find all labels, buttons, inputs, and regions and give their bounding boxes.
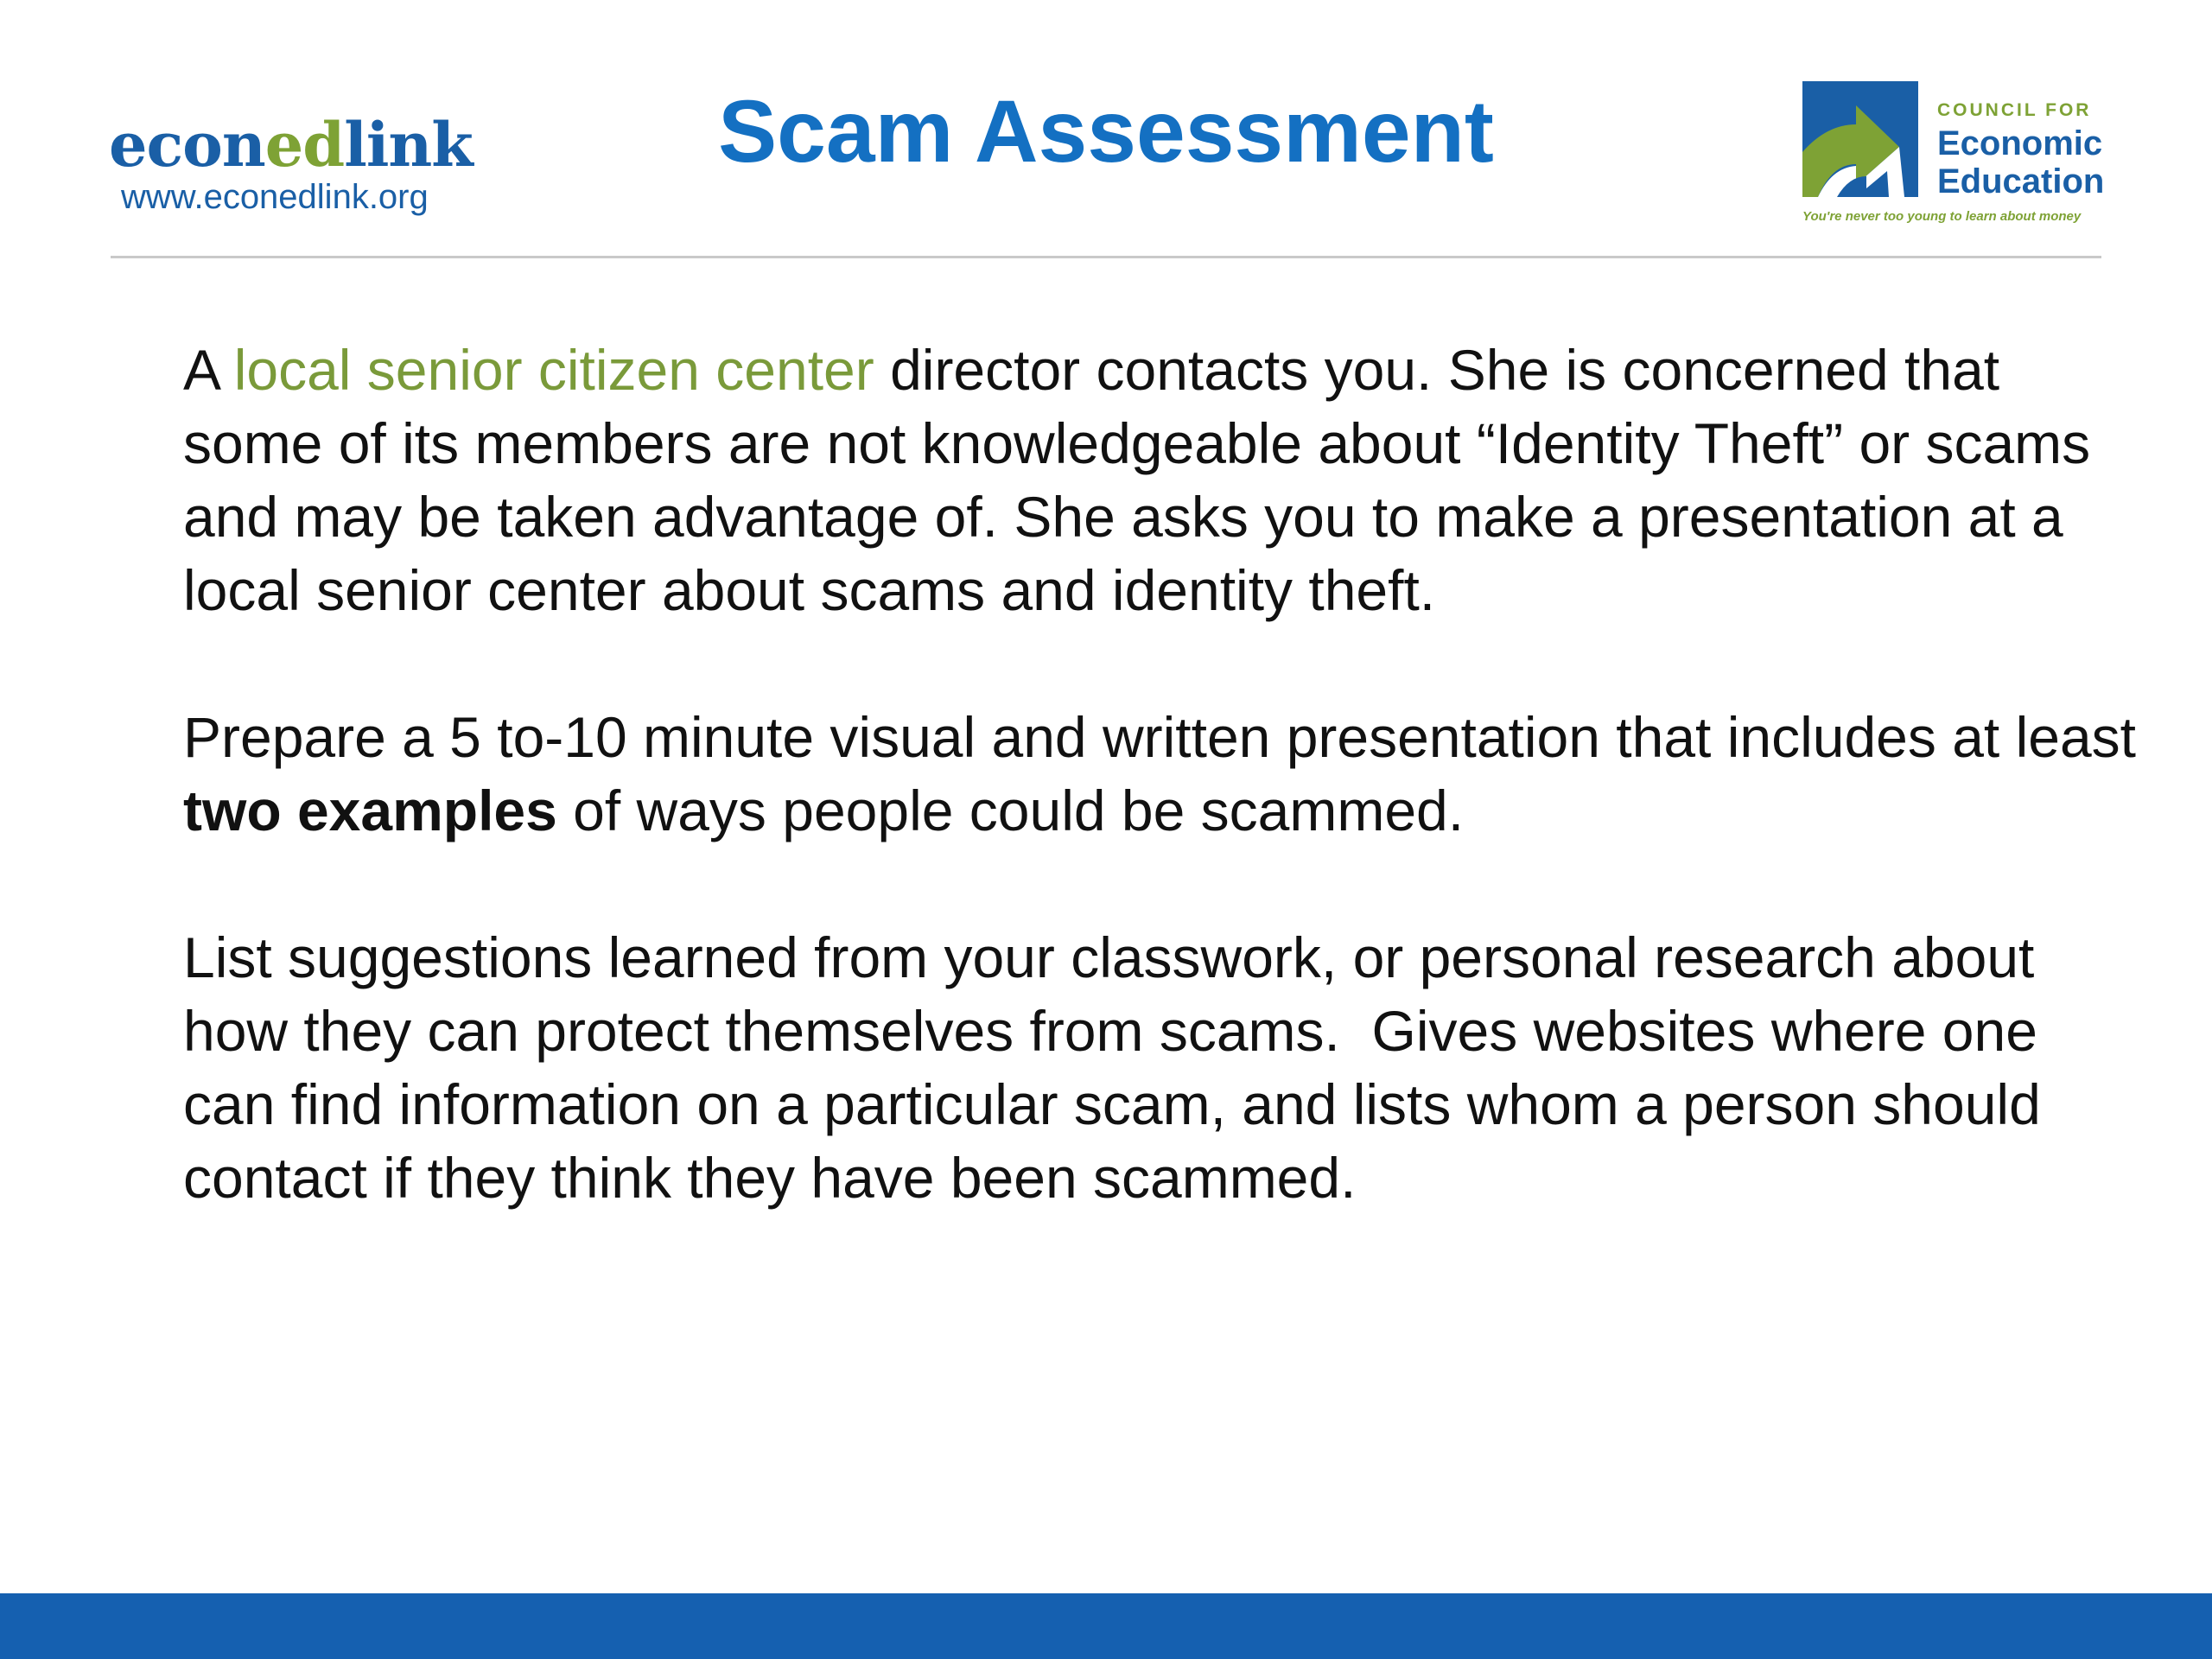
economic-label: Economic bbox=[1937, 124, 2103, 162]
paragraph-scenario bbox=[183, 334, 2136, 627]
slide-title: Scam Assessment bbox=[718, 82, 1494, 181]
footer-bar bbox=[0, 1593, 2212, 1659]
paragraph-scenario-post: director contacts you. She is concerned that some of its members are not knowledgeable about “Identity Theft” or scams and may be taken advantage of. She asks you to make a presentation at a local senior center about scams and identity theft. bbox=[183, 338, 2091, 622]
council-for-label: COUNCIL FOR bbox=[1937, 100, 2092, 120]
economic-education-label bbox=[1937, 124, 2104, 200]
paragraph-task-pre: Prepare a 5 to-10 minute visual and written presentation that includes at least bbox=[183, 705, 2136, 769]
logo-word-ed: ed bbox=[264, 109, 345, 181]
header-divider bbox=[111, 256, 2101, 258]
paragraph-scenario-pre: A bbox=[183, 338, 234, 402]
logo-word-link: link bbox=[344, 109, 473, 181]
education-label: Education bbox=[1937, 162, 2105, 200]
council-for-economic-education-logo bbox=[1802, 81, 2105, 230]
highlight-senior-center: local senior citizen center bbox=[233, 338, 874, 402]
cee-arrow-logo-icon bbox=[1802, 81, 1918, 197]
paragraph-suggestions: List suggestions learned from your classwork, or personal research about how they can protect themselves from scams. Gives websites where one can find information on a particular scam, and lists whom a person should contact if they think they have been scammed. bbox=[183, 925, 2041, 1210]
paragraph-task-post: of ways people could be scammed. bbox=[556, 779, 1465, 842]
paragraph-task bbox=[183, 701, 2136, 848]
slide-body bbox=[183, 334, 2136, 1288]
econedlink-url: www.econedlink.org bbox=[121, 178, 429, 216]
emphasis-two-examples: two examples bbox=[183, 779, 557, 842]
logo-word-econ: econ bbox=[109, 109, 265, 181]
cee-tagline: You're never too young to learn about money bbox=[1802, 209, 2082, 224]
